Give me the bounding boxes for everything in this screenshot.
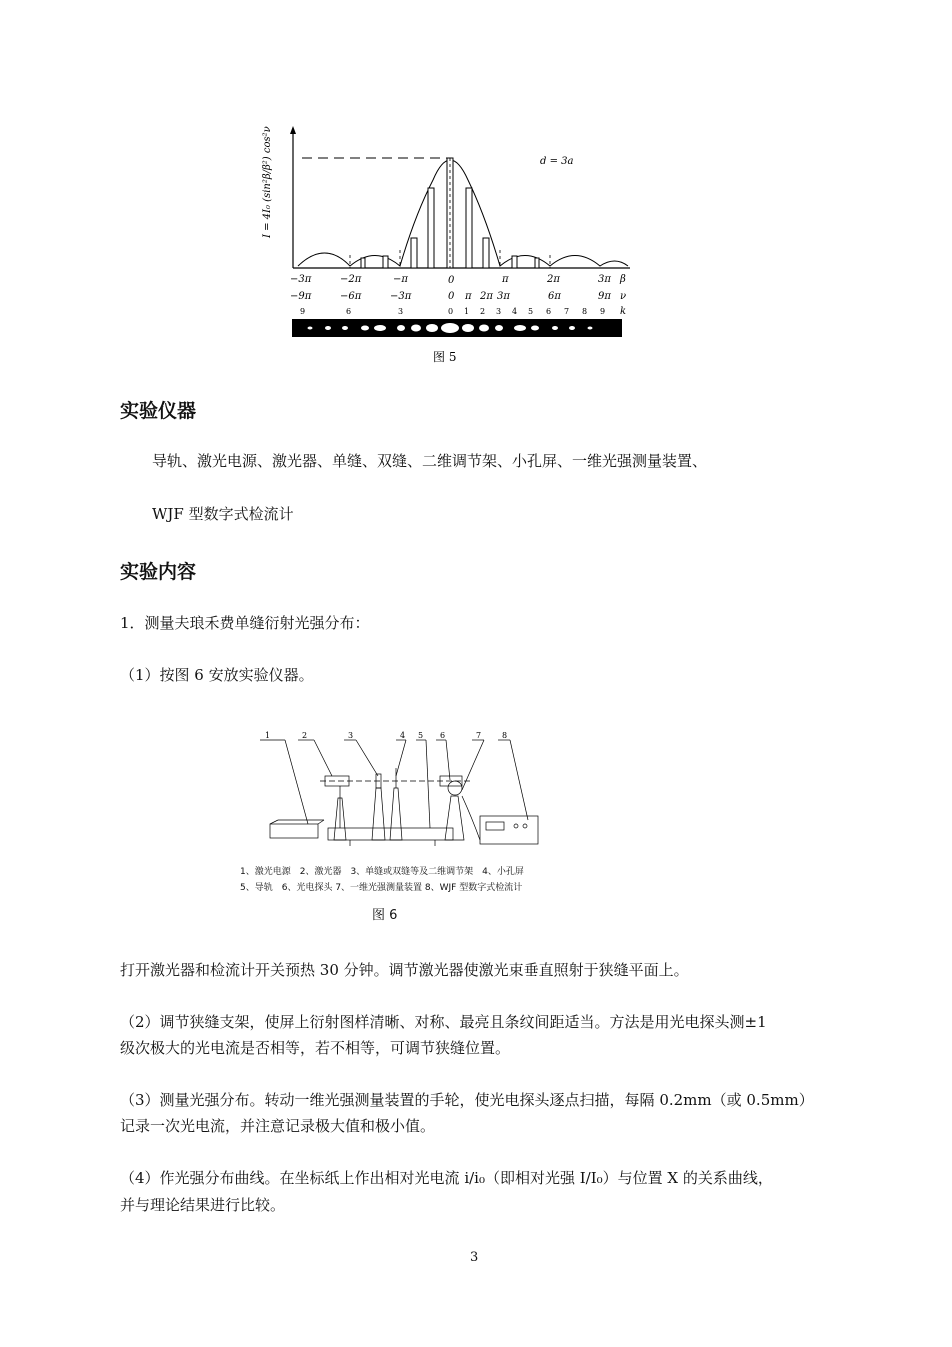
- step-4-line-2: 并与理论结果进行比较。: [120, 1196, 286, 1214]
- heading-content: 实验内容: [120, 561, 197, 583]
- figure-5-caption: 图 5: [433, 350, 457, 364]
- beta-tick: 0: [448, 275, 455, 286]
- nu-tick: 9π: [598, 291, 611, 302]
- figure-5: [250, 120, 650, 370]
- nu-symbol: ν: [620, 291, 627, 302]
- step-4-line-1: （4）作光强分布曲线。在坐标纸上作出相对光电流 i/i₀（即相对光强 I/I₀）与位置 X 的关系曲线，: [120, 1169, 773, 1187]
- k-tick: 1: [464, 307, 470, 316]
- beta-tick: −π: [393, 274, 408, 285]
- callout-label: 7: [476, 731, 482, 740]
- k-tick: 3: [398, 307, 404, 316]
- figure-6: [240, 728, 580, 928]
- y-axis-label: I = 4I₀ (sin²β/β²) cos²ν: [262, 126, 273, 238]
- beta-tick: −3π: [290, 274, 312, 285]
- nu-tick: 6π: [548, 291, 561, 302]
- beta-tick: 3π: [598, 274, 611, 285]
- nu-tick: 2π: [480, 291, 493, 302]
- k-tick: 9: [600, 307, 606, 316]
- instruments-line-1: 导轨、激光电源、激光器、单缝、双缝、二维调节架、小孔屏、一维光强测量装置、: [152, 452, 708, 470]
- callout-label: 2: [302, 731, 308, 740]
- nu-tick: −9π: [290, 291, 312, 302]
- k-tick: 2: [480, 307, 486, 316]
- beta-symbol: β: [620, 274, 626, 285]
- k-tick: 6: [346, 307, 352, 316]
- callout-label: 1: [265, 731, 271, 740]
- callout-label: 4: [400, 731, 406, 740]
- figure-6-caption: 图 6: [372, 908, 398, 923]
- k-tick: 7: [564, 307, 570, 316]
- k-tick: 9: [300, 307, 306, 316]
- instruments-line-2: WJF 型数字式检流计: [152, 505, 294, 523]
- figure-6-legend-line-1: 1、激光电源 2、激光器 3、单缝或双缝等及二维调节架 4、小孔屏: [240, 867, 524, 877]
- beta-tick: π: [502, 274, 509, 285]
- k-symbol: k: [620, 306, 627, 317]
- step-2-line-1: （2）调节狭缝支架，使屏上衍射图样清晰、对称、最亮且条纹间距适当。方法是用光电探头测±1: [120, 1013, 767, 1031]
- heading-instruments: 实验仪器: [120, 400, 197, 422]
- nu-tick: 0: [448, 291, 455, 302]
- step-2-line-2: 级次极大的光电流是否相等，若不相等，可调节狭缝位置。: [120, 1039, 511, 1057]
- k-tick: 6: [546, 307, 552, 316]
- beta-tick: −2π: [340, 274, 362, 285]
- nu-tick: −3π: [390, 291, 412, 302]
- apparatus-diagram: [240, 728, 580, 878]
- callout-label: 5: [418, 731, 424, 740]
- callout-label: 8: [502, 731, 508, 740]
- item-1: 1．测量夫琅禾费单缝衍射光强分布：: [120, 614, 370, 632]
- diffraction-intensity-plot: [250, 120, 650, 370]
- figure-6-legend-line-2: 5、导轨 6、光电探头 7、一维光强测量装置 8、WJF 型数字式检流计: [240, 883, 523, 893]
- callout-label: 6: [440, 731, 446, 740]
- para-preheat: 打开激光器和检流计开关预热 30 分钟。调节激光器使激光束垂直照射于狭缝平面上。: [120, 961, 689, 979]
- k-tick: 0: [448, 307, 454, 316]
- k-tick: 4: [512, 307, 518, 316]
- page-number: 3: [470, 1250, 479, 1265]
- k-tick: 8: [582, 307, 588, 316]
- annotation-d: d = 3a: [540, 156, 574, 167]
- step-3-line-2: 记录一次光电流，并注意记录极大值和极小值。: [120, 1117, 436, 1135]
- nu-tick: −6π: [340, 291, 362, 302]
- callout-label: 3: [348, 731, 354, 740]
- step-1: （1）按图 6 安放实验仪器。: [120, 666, 314, 684]
- nu-tick: 3π: [497, 291, 510, 302]
- nu-tick: π: [465, 291, 472, 302]
- k-tick: 5: [528, 307, 534, 316]
- k-tick: 3: [496, 307, 502, 316]
- beta-tick: 2π: [547, 274, 560, 285]
- step-3-line-1: （3）测量光强分布。转动一维光强测量装置的手轮，使光电探头逐点扫描，每隔 0.2mm（或 0.5mm）: [120, 1091, 814, 1109]
